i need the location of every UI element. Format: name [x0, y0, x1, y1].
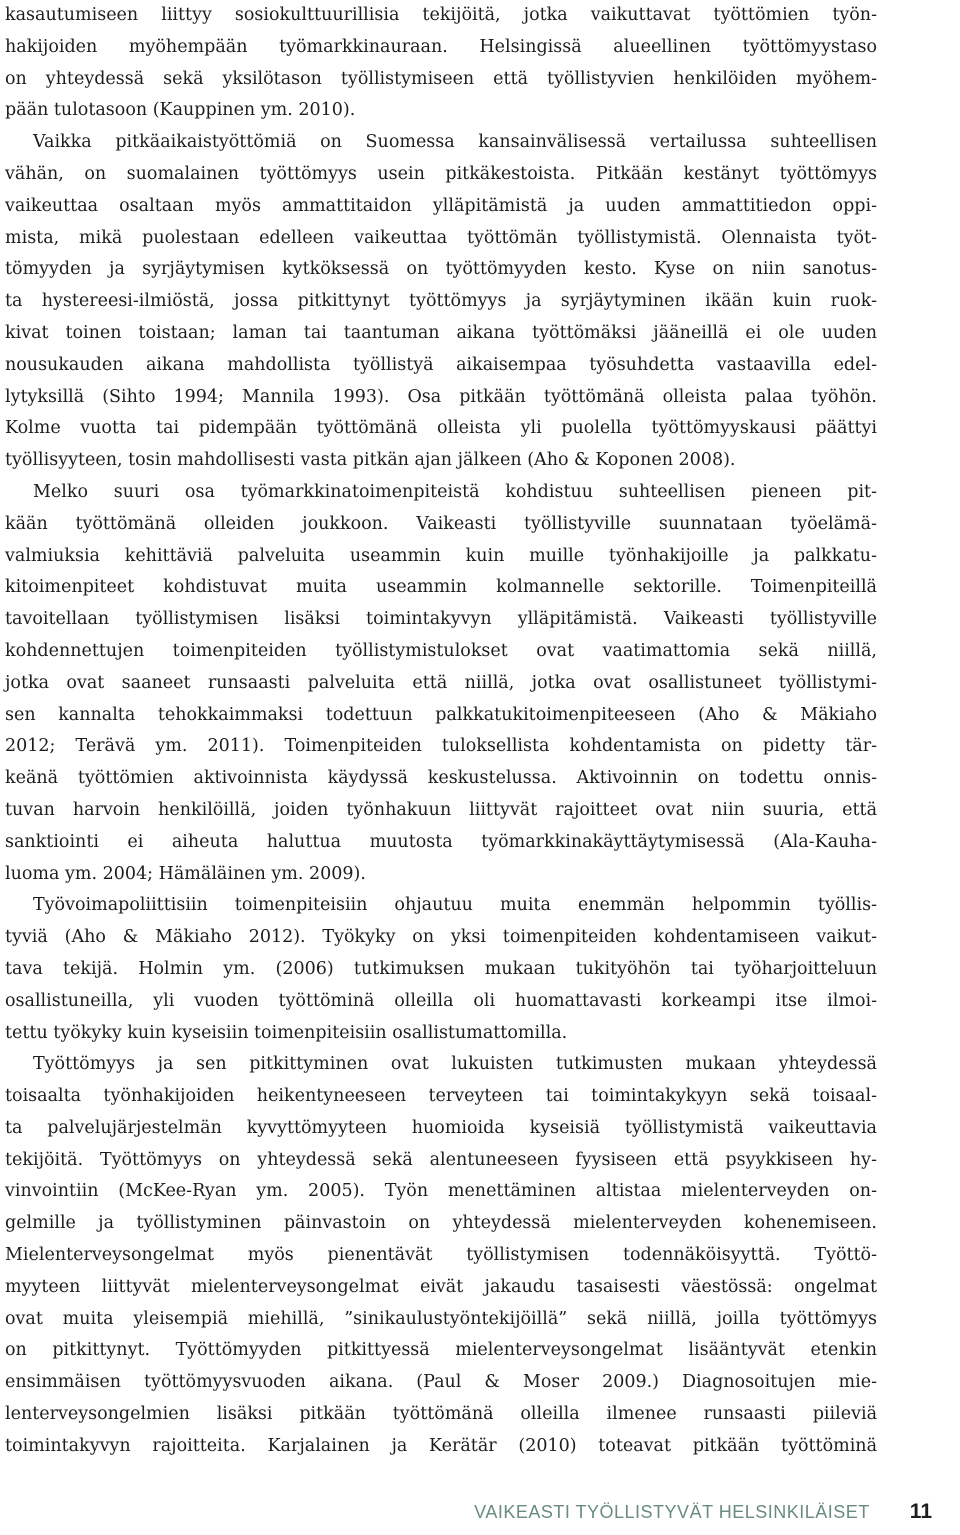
- text-line: Työttömyys ja sen pitkittyminen ovat lukuisten tutkimusten mukaan yhteydessä: [33, 1054, 877, 1075]
- text-line: lenterveysongelmien lisäksi pitkään työttömänä olleilla ilmenee runsaasti piileviä: [5, 1404, 877, 1425]
- text-line: keänä työttömien aktivoinnista käydyssä keskustelussa. Aktivoinnin on todettu onnis-: [5, 768, 877, 789]
- page-number: 11: [909, 1500, 932, 1523]
- text-line: toisaalta työnhakijoiden heikentyneeseen terveyteen tai toimintakykyyn sekä toisaal-: [5, 1086, 877, 1107]
- page-footer: [474, 1500, 932, 1524]
- text-line: Vaikka pitkäaikaistyöttömiä on Suomessa kansainvälisessä vertailussa suhteellisen: [33, 132, 877, 153]
- text-line: työllisyyteen, tosin mahdollisesti vasta pitkän ajan jälkeen (Aho & Koponen 2008).: [5, 450, 736, 471]
- text-line: on pitkittynyt. Työttömyyden pitkittyessä mielenterveysongelmat lisääntyvät etenkin: [5, 1340, 877, 1361]
- text-line: myyteen liittyvät mielenterveysongelmat eivät jakaudu tasaisesti väestössä: ongelmat: [5, 1276, 877, 1297]
- text-line: Mielenterveysongelmat myös pienentävät työllistymisen todennäköisyyttä. Työttö-: [5, 1245, 877, 1266]
- text-line: nousukauden aikana mahdollista työllistyä aikaisempaa työsuhdetta vastaavilla edel-: [5, 354, 877, 375]
- text-line: osallistuneilla, yli vuoden työttöminä olleilla oli huomattavasti korkeampi itse ilmoi-: [5, 990, 877, 1011]
- text-line: tava tekijä. Holmin ym. (2006) tutkimuksen mukaan tukityöhön tai työharjoitteluun: [5, 958, 877, 979]
- text-line: tuvan harvoin henkilöillä, joiden työnhakuun liittyvät rajoitteet ovat niin suuria, että: [5, 799, 877, 820]
- text-line: lytyksillä (Sihto 1994; Mannila 1993). Osa pitkään työttömänä olleista palaa työhön.: [5, 386, 877, 407]
- text-line: vähän, on suomalainen työttömyys usein pitkäkestoista. Pitkään kestänyt työttömyys: [5, 163, 877, 184]
- text-line: valmiuksia kehittäviä palveluita useammin kuin muille työnhakijoille ja palkkatu-: [5, 545, 877, 566]
- text-line: tavoitellaan työllistymisen lisäksi toimintakyvyn ylläpitämistä. Vaikeasti työllistyville: [5, 609, 877, 630]
- text-line: Melko suuri osa työmarkkinatoimenpiteistä kohdistuu suhteellisen pieneen pit-: [33, 481, 877, 502]
- text-line: tyviä (Aho & Mäkiaho 2012). Työkyky on yksi toimenpiteiden kohdentamiseen vaikut-: [5, 927, 877, 948]
- text-line: pään tulotasoon (Kauppinen ym. 2010).: [5, 100, 356, 121]
- text-line: Työvoimapoliittisiin toimenpiteisiin ohjautuu muita enemmän helpommin työllis-: [33, 895, 877, 916]
- text-line: jotka ovat saaneet runsaasti palveluita että niillä, jotka ovat osallistuneet työllistymi-: [5, 672, 877, 693]
- text-line: tettu työkyky kuin kyseisiin toimenpiteisiin osallistumattomilla.: [5, 1022, 568, 1043]
- text-line: vaikeuttaa osaltaan myös ammattitaidon ylläpitämistä ja uuden ammattitiedon oppi-: [5, 195, 877, 216]
- text-line: 2012; Terävä ym. 2011). Toimenpiteiden tuloksellista kohdentamista on pidetty tär-: [5, 736, 877, 757]
- text-line: toimintakyvyn rajoitteita. Karjalainen ja Kerätär (2010) toteavat pitkään työttöminä: [5, 1435, 877, 1456]
- text-line: tekijöitä. Työttömyys on yhteydessä sekä alentuneeseen fyysiseen että psyykkiseen hy-: [5, 1149, 877, 1170]
- body-text: [5, 0, 877, 1463]
- text-line: mista, mikä puolestaan edelleen vaikeuttaa työttömän työllistymistä. Olennaista työt-: [5, 227, 877, 248]
- text-line: gelmille ja työllistyminen päinvastoin on yhteydessä mielenterveyden kohenemiseen.: [5, 1213, 877, 1234]
- text-line: sanktiointi ei aiheuta haluttua muutosta työmarkkinakäyttäytymisessä (Ala-Kauha-: [5, 831, 877, 852]
- text-line: hakijoiden myöhempään työmarkkinauraan. Helsingissä alueellinen työttömyystaso: [5, 36, 877, 57]
- text-line: kasautumiseen liittyy sosiokulttuurillisia tekijöitä, jotka vaikuttavat työttömien työn-: [5, 5, 877, 25]
- running-head: VAIKEASTI TYÖLLISTYVÄT HELSINKILÄISET: [474, 1502, 870, 1522]
- text-line: vinvointiin (McKee-Ryan ym. 2005). Työn menettäminen altistaa mielenterveyden on-: [5, 1181, 877, 1202]
- text-line: sen kannalta tehokkaimmaksi todettuun palkkatukitoimenpiteeseen (Aho & Mäkiaho: [5, 704, 877, 725]
- text-line: kitoimenpiteet kohdistuvat muita useammin kolmannelle sektorille. Toimenpiteillä: [5, 577, 877, 598]
- text-line: kivat toinen toistaan; laman tai taantuman aikana työttömäksi jääneillä ei ole uuden: [5, 322, 877, 343]
- text-line: kohdennettujen toimenpiteiden työllistymistulokset ovat vaatimattomia sekä niillä,: [5, 640, 877, 661]
- text-line: ensimmäisen työttömyysvuoden aikana. (Paul & Moser 2009.) Diagnosoitujen mie-: [5, 1372, 877, 1393]
- text-line: on yhteydessä sekä yksilötason työllistymiseen että työllistyvien henkilöiden myöhem-: [5, 68, 877, 89]
- text-line: luoma ym. 2004; Hämäläinen ym. 2009).: [5, 863, 366, 884]
- text-line: Kolme vuotta tai pidempään työttömänä olleista yli puolella työttömyyskausi päättyi: [5, 418, 877, 439]
- text-line: ta palvelujärjestelmän kyvyttömyyteen huomioida kyseisiä työllistymistä vaikeuttavia: [5, 1117, 877, 1138]
- text-line: tömyyden ja syrjäytymisen kytköksessä on työttömyyden kesto. Kyse on niin sanotus-: [5, 259, 877, 280]
- text-line: ta hystereesi-ilmiöstä, jossa pitkittynyt työttömyys ja syrjäytyminen ikään kuin ruok-: [5, 291, 877, 312]
- text-line: ovat muita yleisempiä miehillä, ”sinikaulustyöntekijöillä” sekä niillä, joilla työttömyys: [5, 1308, 877, 1329]
- text-line: kään työttömänä olleiden joukkoon. Vaikeasti työllistyville suunnataan työelämä-: [5, 513, 877, 534]
